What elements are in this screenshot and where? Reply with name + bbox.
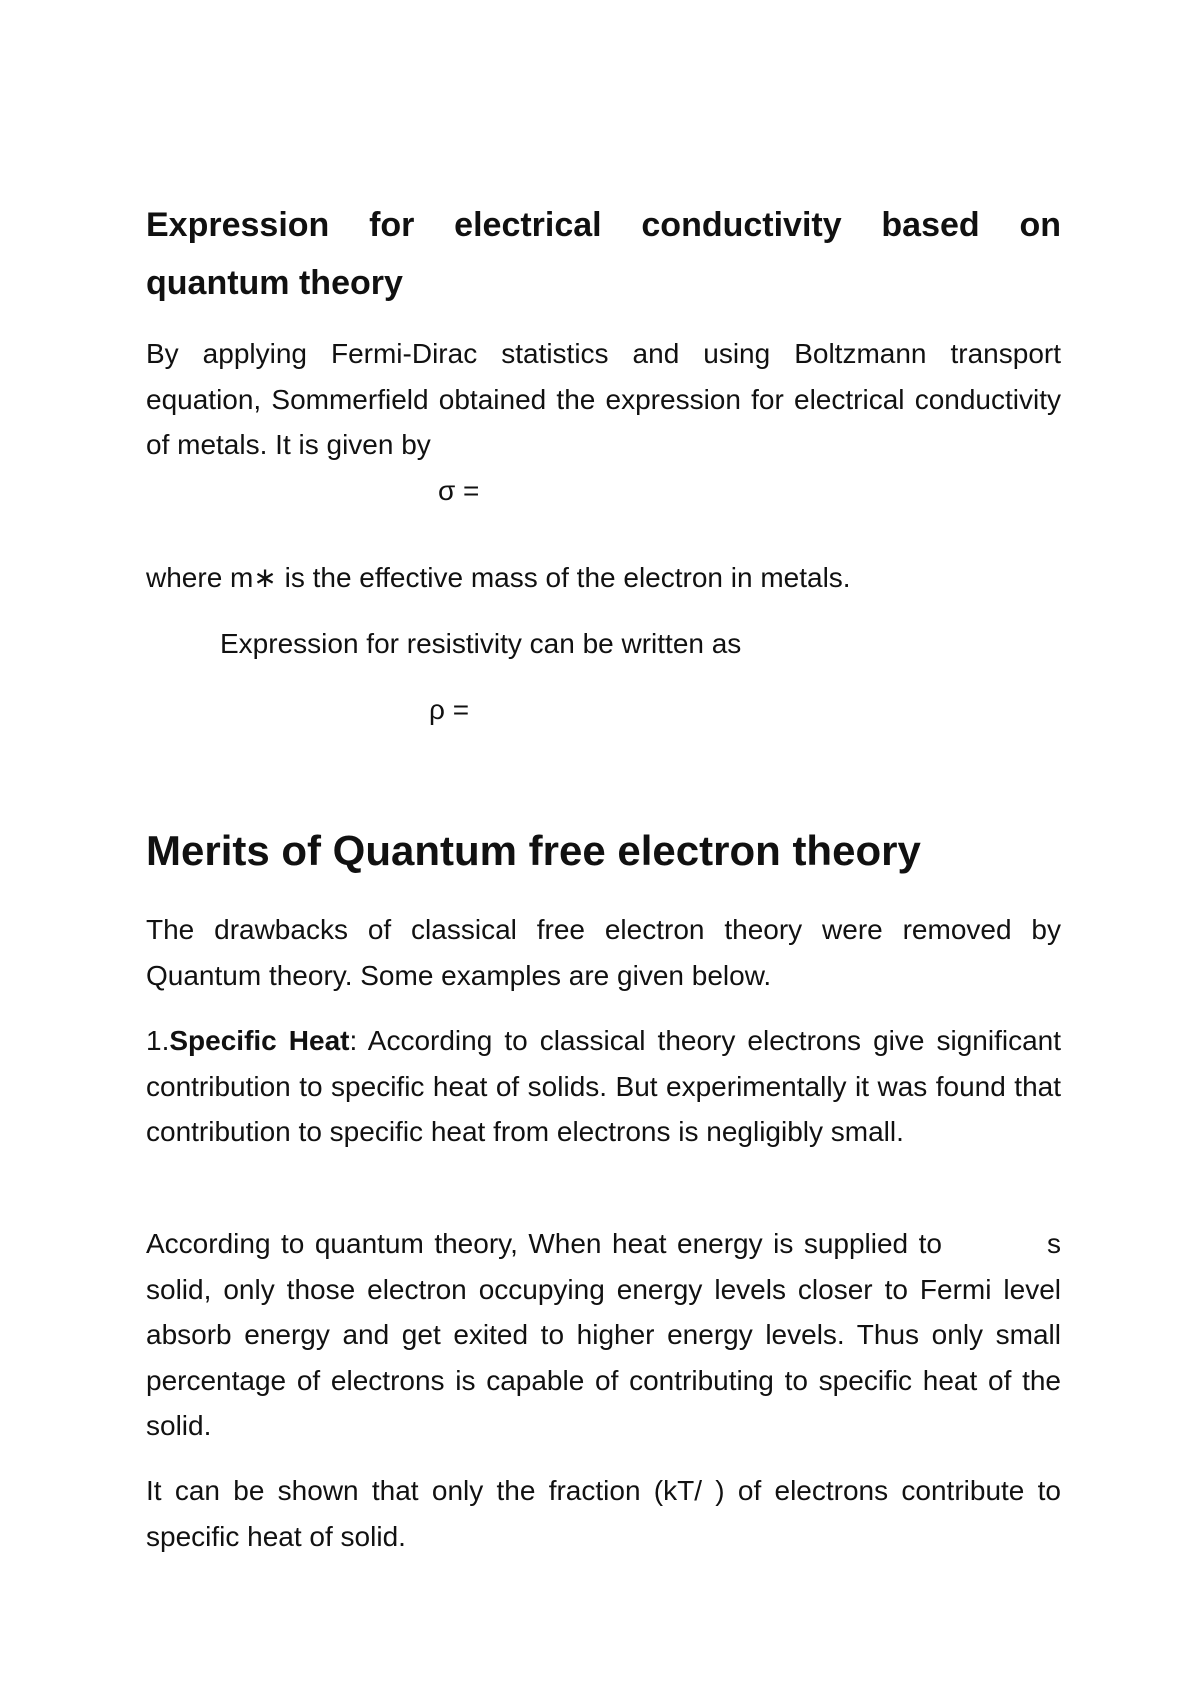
fraction-paragraph: It can be shown that only the fraction (kT/ ) of electrons contribute to specific heat of solid. — [146, 1475, 1061, 1552]
rho-equation: ρ = — [429, 694, 470, 725]
section-title-conductivity: Expression for electrical conductivity based on quantum theory — [146, 206, 1061, 302]
resistivity-intro: Expression for resistivity can be written as — [220, 628, 742, 659]
specific-heat-text: : According to classical theory electrons give significant contribution to specific heat of solids. But experimentally it was found that contribution to specific heat from electrons is negligibly small. — [146, 1025, 1061, 1147]
intro-paragraph: By applying Fermi-Dirac statistics and using Boltzmann transport equation, Sommerfield obtained the expression for electrical conductivity of metals. It is given by — [146, 338, 1061, 460]
section-title-merits: Merits of Quantum free electron theory — [146, 827, 921, 874]
merits-intro-paragraph: The drawbacks of classical free electron theory were removed by Quantum theory. Some examples are given below. — [146, 914, 1061, 991]
item-number: 1. — [146, 1025, 170, 1056]
effective-mass-note: where m∗ is the effective mass of the electron in metals. — [146, 562, 851, 593]
quantum-specific-heat-paragraph: According to quantum theory, When heat energy is supplied to s solid, only those electron occupying energy levels closer to Fermi level absorb energy and get exited to higher energy levels. Thus only small percentage of electrons is capable of contributing to specific heat of the solid. — [146, 1228, 1069, 1441]
specific-heat-label: Specific Heat — [169, 1025, 350, 1056]
sigma-equation: σ = — [438, 475, 480, 506]
specific-heat-paragraph — [146, 1018, 1061, 1155]
